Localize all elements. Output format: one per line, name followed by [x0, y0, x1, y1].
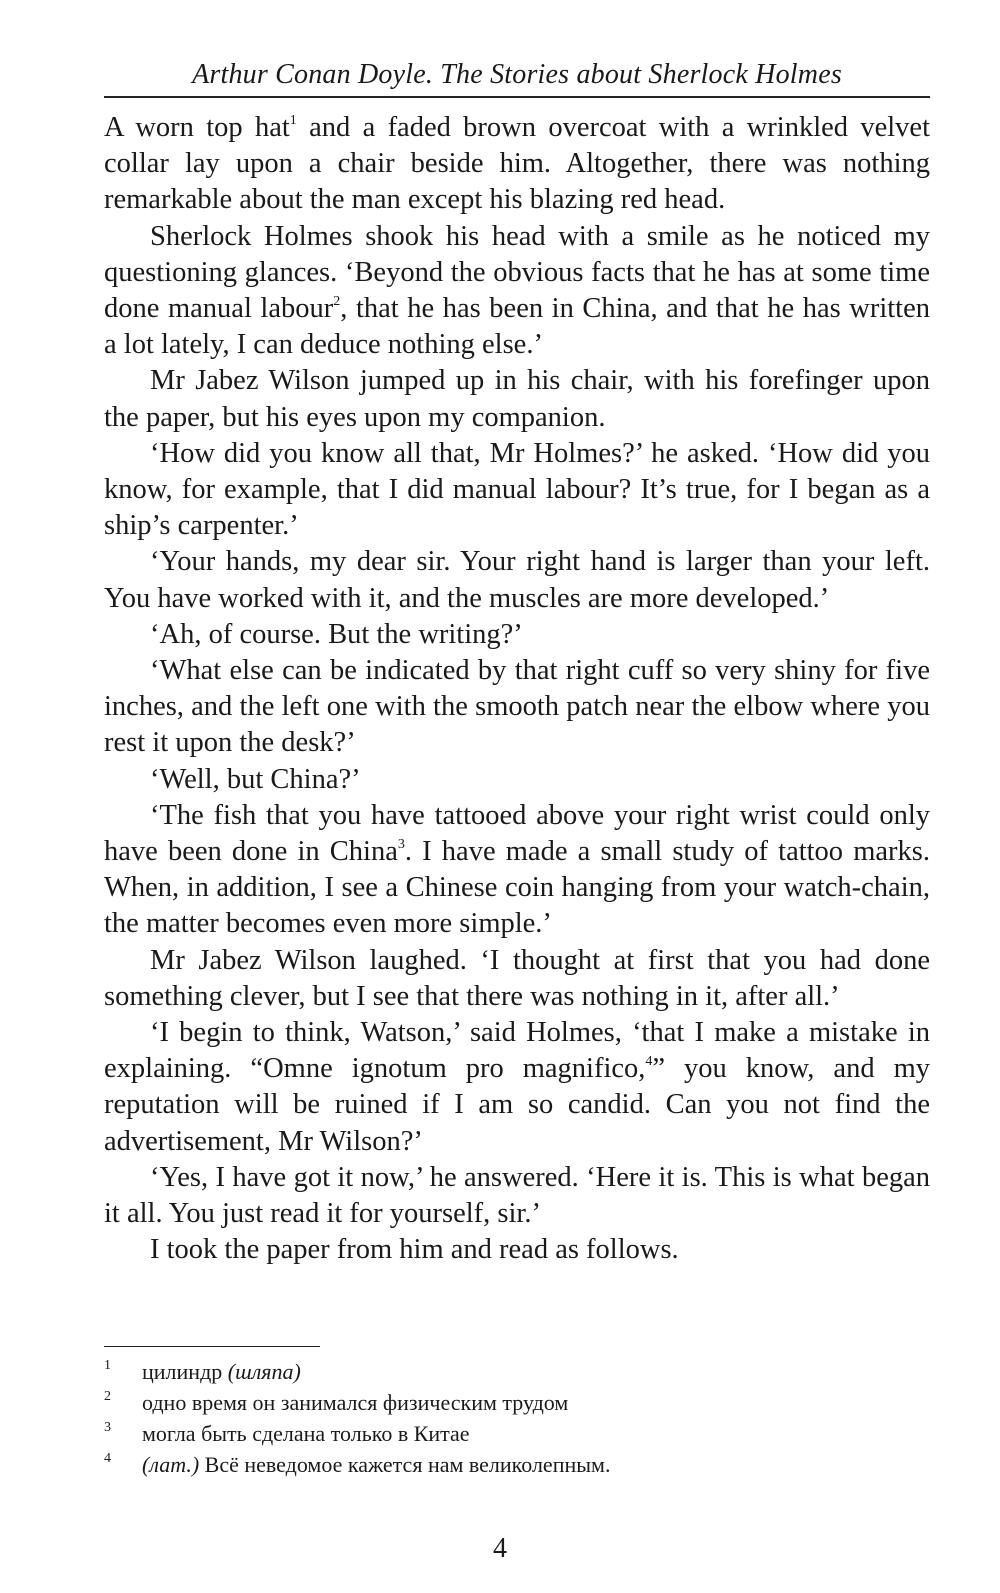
- paragraph-9: [104, 798, 930, 943]
- footnote-text: цилиндр: [142, 1359, 228, 1384]
- footnote-number: 2: [104, 1389, 111, 1404]
- text-segment: ” you know, and my reputation will be ruined if I am so candid. Can you not find the advertisement, Mr Wilson?’: [104, 1053, 930, 1157]
- footnote-4: [104, 1449, 930, 1480]
- paragraph-11: [104, 1015, 930, 1160]
- paragraph-4: ‘How did you know all that, Mr Holmes?’ he asked. ‘How did you know, for example, that I did manual labour? It’s true, for I began as a ship’s carpenter.’: [104, 437, 930, 542]
- footnote-rule: [104, 1346, 320, 1347]
- footnote-1: [104, 1356, 930, 1387]
- paragraph-10: Mr Jabez Wilson laughed. ‘I thought at first that you had done something clever, but I see that there was nothing in it, after all.’: [104, 944, 930, 1012]
- paragraph-2: [104, 219, 930, 364]
- paragraph-12: ‘Yes, I have got it now,’ he answered. ‘Here it is. This is what began it all. You just read it for yourself, sir.’: [104, 1161, 930, 1230]
- paragraph-8: ‘Well, but China?’: [150, 763, 361, 795]
- body-text: [104, 110, 930, 1269]
- footnote-2: [104, 1387, 930, 1418]
- footnote-ref-4: 4: [645, 1054, 653, 1070]
- footnote-number: 3: [104, 1420, 111, 1435]
- footnotes: [104, 1356, 930, 1480]
- paragraph-6: ‘Ah, of course. But the writing?’: [150, 618, 523, 650]
- paragraph-7: ‘What else can be indicated by that right cuff so very shiny for five inches, and the left one with the smooth patch near the elbow where you rest it upon the desk?’: [104, 655, 930, 759]
- text-segment: ‘I begin to think, Watson,’ said Holmes, ‘that I make a mistake in explaining. “Omne ignotum pro magnifico,: [104, 1017, 930, 1085]
- footnote-ref-3: 3: [397, 837, 405, 853]
- footnote-text: одно время он занимался физическим трудом: [142, 1390, 569, 1415]
- text-segment: Sherlock Holmes shook his head with a smile as he noticed my questioning glances. ‘Beyond the obvious facts that he has at some time done manual labour: [104, 220, 930, 325]
- text-segment: ‘The fish that you have tattooed above your right wrist could only have been done in China: [104, 799, 930, 868]
- footnote-italic: (лат.): [142, 1452, 200, 1477]
- paragraph-13: I took the paper from him and read as follows.: [150, 1234, 679, 1266]
- page-number: 4: [493, 1533, 507, 1564]
- footnote-ref-1: 1: [289, 113, 297, 128]
- footnote-ref-2: 2: [333, 294, 341, 310]
- text-segment: . I have made a small study of tattoo marks. When, in addition, I see a Chinese coin hanging from your watch-chain, the matter becomes even more simple.’: [104, 836, 930, 940]
- paragraph-1: [104, 110, 930, 219]
- footnote-number: 1: [104, 1358, 111, 1373]
- text-segment: , that he has been in China, and that he has written a lot lately, I can deduce nothing else.’: [104, 293, 930, 361]
- paragraph-3: Mr Jabez Wilson jumped up in his chair, with his forefinger upon the paper, but his eyes upon my companion.: [104, 365, 930, 433]
- paragraph-5: ‘Your hands, my dear sir. Your right hand is larger than your left. You have worked with it, and the muscles are more developed.’: [104, 546, 930, 614]
- footnote-italic: (шляпа): [227, 1359, 301, 1384]
- footnote-text: Всё неведомое кажется нам великолепным.: [199, 1452, 611, 1477]
- text-segment: A worn top hat: [104, 112, 290, 143]
- footnote-text: могла быть сделана только в Китае: [142, 1421, 470, 1446]
- footnote-number: 4: [104, 1451, 111, 1466]
- footnote-3: [104, 1418, 930, 1449]
- text-segment: and a faded brown overcoat with a wrinkled velvet collar lay upon a chair beside him. Altogether, there was nothing remarkable about the man except his blazing red head.: [104, 112, 930, 216]
- running-title: Arthur Conan Doyle. The Stories about Sherlock Holmes: [192, 59, 842, 90]
- header-rule: [104, 96, 930, 98]
